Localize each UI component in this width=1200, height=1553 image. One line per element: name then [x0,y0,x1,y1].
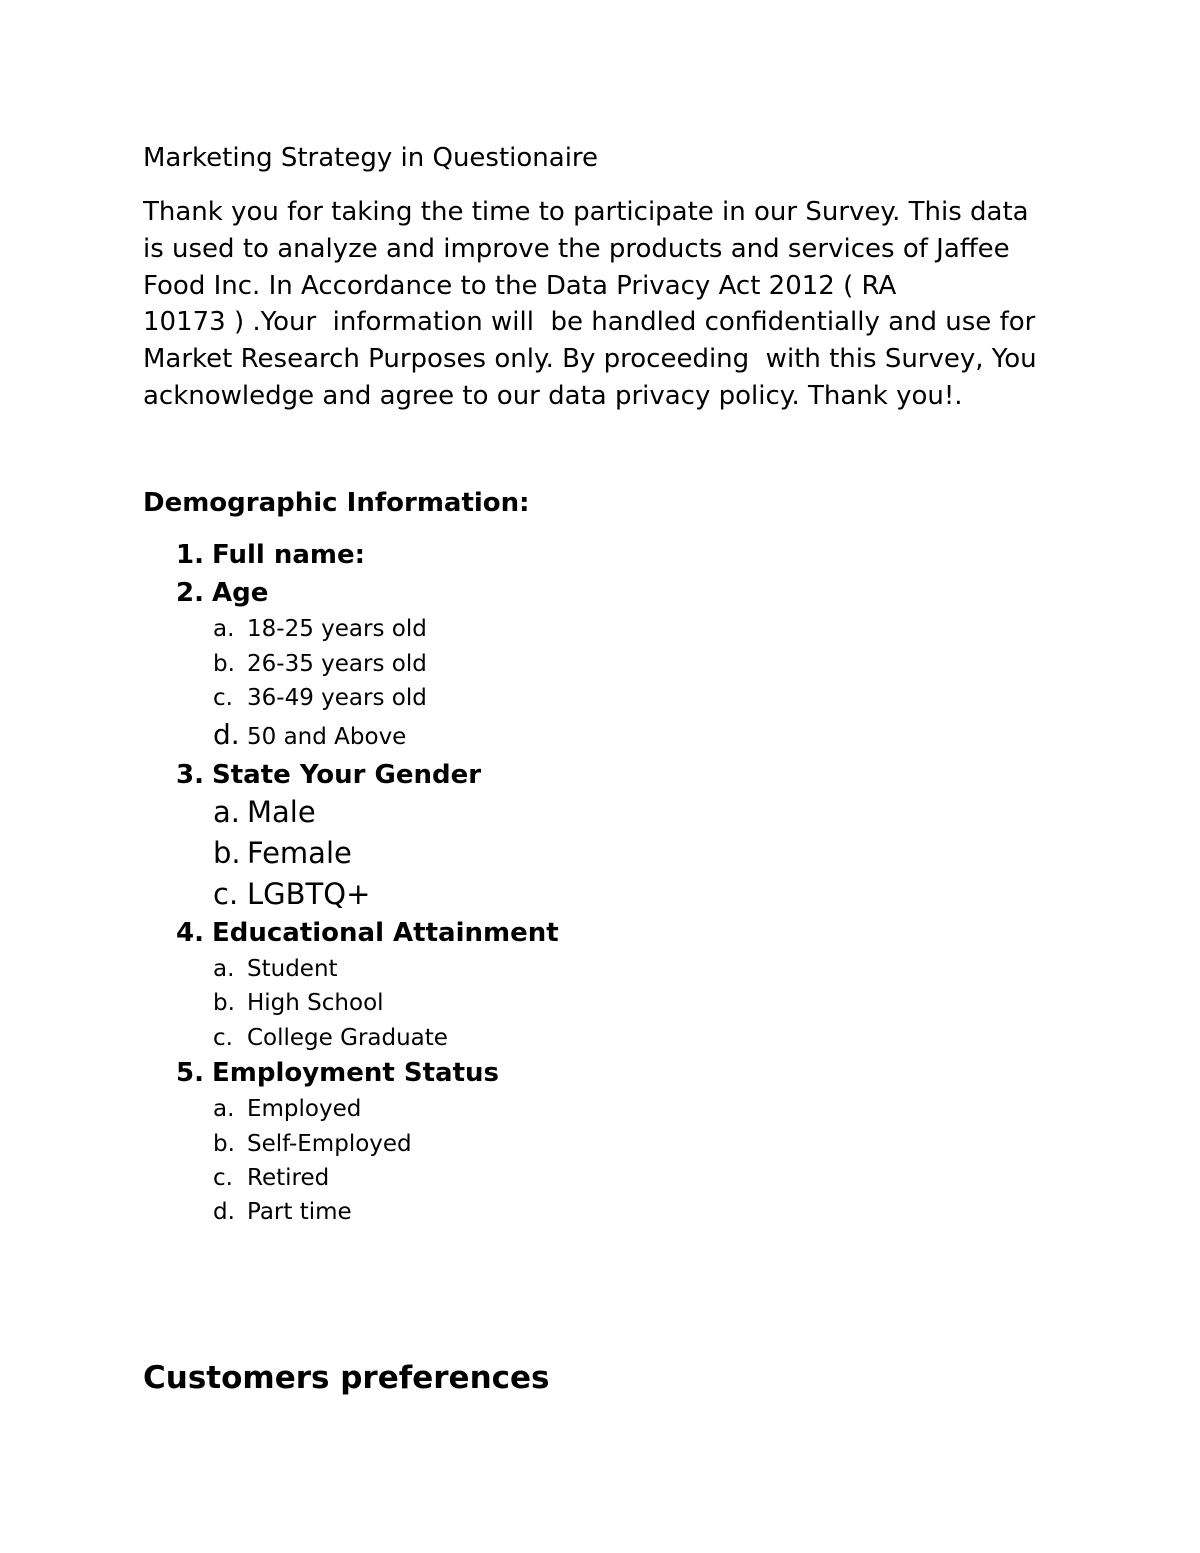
option-text: Student [247,956,338,982]
question-number: 2. [176,578,204,608]
option-letter: a. [213,956,235,982]
option-letter: b. [213,990,235,1016]
question-number: 3. [176,760,204,790]
question-employment [176,1056,499,1090]
option-text: College Graduate [247,1025,448,1051]
option-education-c [213,1023,448,1053]
option-text: Female [247,836,352,870]
question-number: 5. [176,1058,204,1088]
option-letter: c. [213,877,239,911]
question-education [176,916,559,950]
option-age-a [213,614,427,644]
section-heading-preferences: Customers preferences [143,1360,550,1396]
question-label: Age [212,578,269,608]
option-text: Self-Employed [247,1131,412,1157]
question-age [176,576,268,610]
option-text: Retired [247,1165,330,1191]
option-text: High School [247,990,384,1016]
option-text: Employed [247,1096,362,1122]
option-age-b [213,649,427,679]
option-letter: a. [213,616,235,642]
option-letter: d. [213,1199,235,1225]
option-letter: c. [213,1025,233,1051]
question-label: Educational Attainment [212,918,559,948]
question-label: Full name: [212,540,366,570]
option-letter: b. [213,836,241,870]
option-letter: a. [213,1096,235,1122]
option-gender-c [213,876,370,912]
document-title: Marketing Strategy in Questionaire [143,143,599,173]
option-gender-a [213,794,316,830]
question-number: 1. [176,540,204,570]
option-text: Part time [247,1199,352,1225]
intro-line: 10173 ) .Your information will be handled confidentially and use for [143,307,1036,338]
option-letter: b. [213,651,235,677]
option-letter: b. [213,1131,235,1157]
option-employment-a [213,1094,361,1124]
option-text: 36-49 years old [247,685,427,711]
option-text: Male [247,795,316,829]
option-text: 26-35 years old [247,651,427,677]
option-education-a [213,954,338,984]
option-text: 18-25 years old [247,616,427,642]
intro-line: acknowledge and agree to our data privacy policy. Thank you!. [143,380,963,411]
question-full-name [176,538,365,572]
option-letter: a. [213,795,240,829]
option-employment-d [213,1197,352,1227]
intro-line: Thank you for taking the time to participate in our Survey. This data [143,197,1029,227]
intro-line: is used to analyze and improve the products and services of Jaffee [143,233,1010,264]
option-employment-b [213,1129,412,1159]
section-heading-demographic: Demographic Information: [143,488,530,518]
option-letter: c. [213,685,233,711]
intro-paragraph [143,194,1103,415]
question-number: 4. [176,918,204,948]
question-label: Employment Status [212,1058,500,1088]
intro-line: Market Research Purposes only. By proceeding with this Survey, You [143,344,1037,375]
option-employment-c [213,1163,329,1193]
option-text: 50 and Above [247,724,407,750]
option-letter: c. [213,1165,233,1191]
option-letter: d. [213,718,240,751]
intro-line: Food Inc. In Accordance to the Data Privacy Act 2012 ( RA [143,270,897,301]
option-age-c [213,683,427,713]
option-gender-b [213,835,352,871]
option-education-b [213,988,384,1018]
option-age-d [213,720,406,752]
question-gender [176,758,481,792]
question-label: State Your Gender [212,760,482,790]
option-text: LGBTQ+ [247,877,371,911]
